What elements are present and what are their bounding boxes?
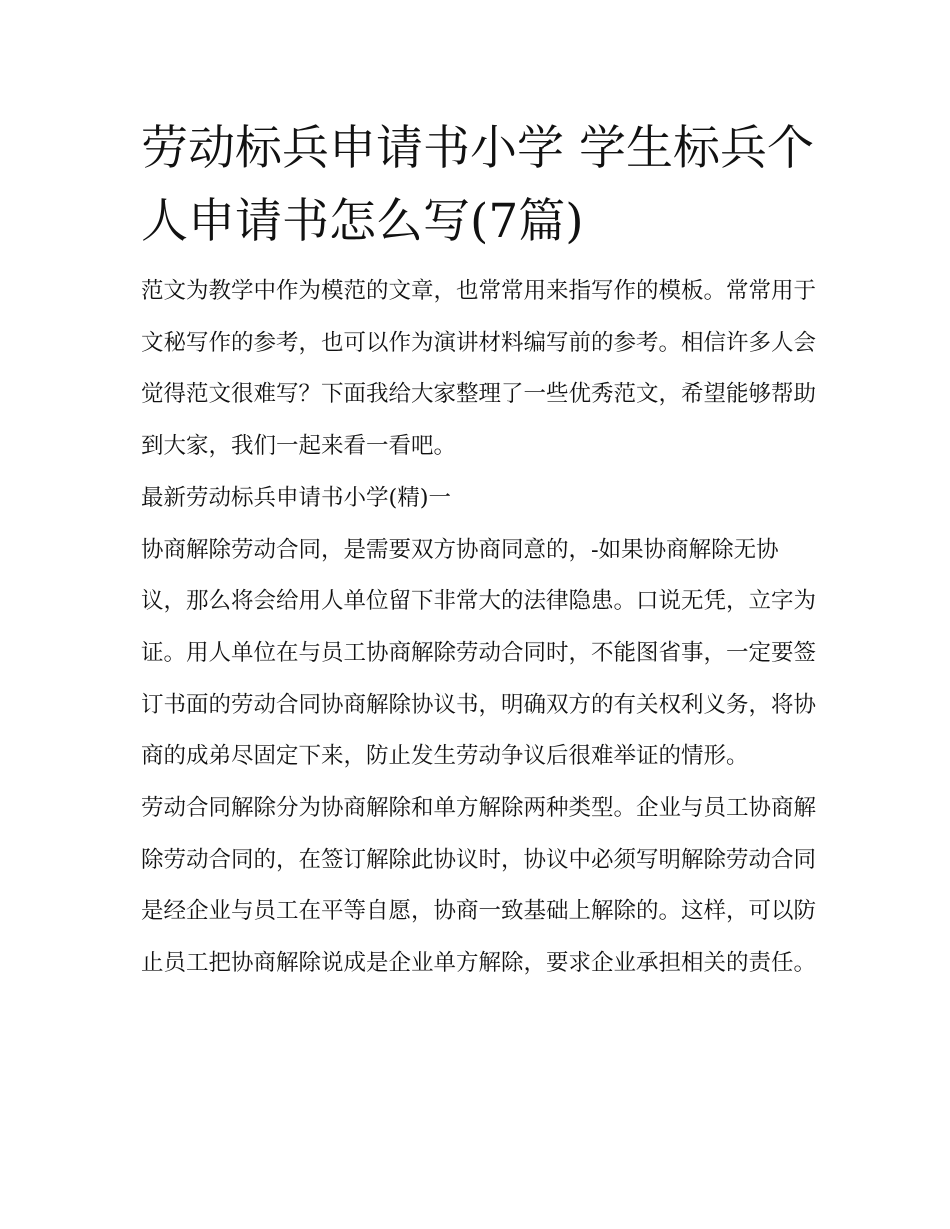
body-paragraph-1: 协商解除劳动合同，是需要双方协商同意的，-如果协商解除无协议，那么将会给用人单位留下非常大的法律隐患。口说无凭，立字为证。用人单位在与员工协商解除劳动合同时，不能图省事，一定要签订书面的劳动合同协商解除协议书，明确双方的有关权利义务，将协商的成弟尽固定下来，防止发生劳动争议后很难举证的情形。 (141, 536, 817, 770)
document-title: 劳动标兵申请书小学 学生标兵个人申请书怎么写(7篇) (141, 121, 814, 249)
body-paragraph-2: 劳动合同解除分为协商解除和单方解除两种类型。企业与员工协商解除劳动合同的，在签订解除此协议时，协议中必须写明解除劳动合同是经企业与员工在平等自愿，协商一致基础上解除的。这样，可以防止员工把协商解除说成是企业单方解除，要求企业承担相关的责任。 (141, 795, 817, 977)
intro-paragraph: 范文为教学中作为模范的文章，也常常用来指写作的模板。常常用于文秘写作的参考，也可以作为演讲材料编写前的参考。相信许多人会觉得范文很难写？下面我给大家整理了一些优秀范文，希望能够帮助到大家，我们一起来看一看吧。 (141, 278, 817, 460)
document-page (141, 112, 821, 990)
section-heading: 最新劳动标兵申请书小学(精)一 (141, 484, 452, 511)
